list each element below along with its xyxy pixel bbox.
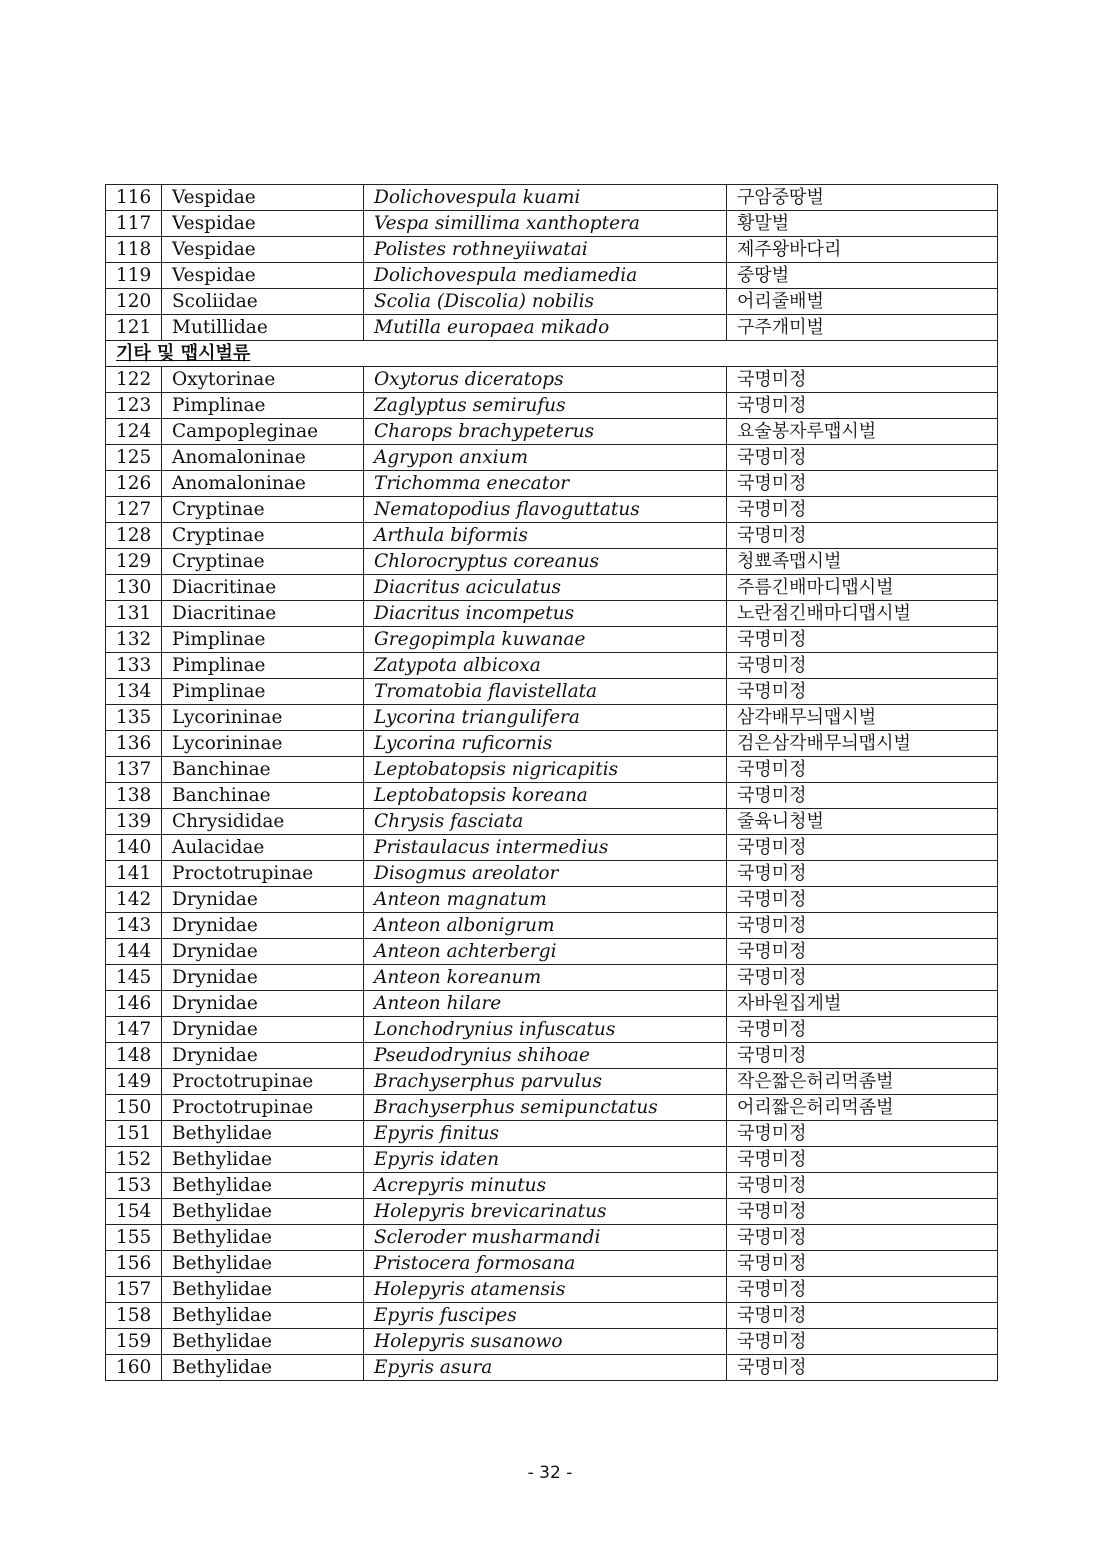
scientific-name: Holepyris brevicarinatus (364, 1199, 727, 1225)
scientific-name: Epyris asura (364, 1355, 727, 1381)
korean-name: 요술봉자루맵시벌 (727, 419, 998, 445)
species-table-container (105, 184, 997, 1378)
family-name: Scoliidae (162, 289, 364, 315)
row-number: 138 (106, 783, 162, 809)
korean-name: 구주개미벌 (727, 315, 998, 341)
row-number: 127 (106, 497, 162, 523)
korean-name: 줄육니청벌 (727, 809, 998, 835)
korean-name: 국명미정 (727, 1303, 998, 1329)
row-number: 144 (106, 939, 162, 965)
scientific-name: Brachyserphus semipunctatus (364, 1095, 727, 1121)
row-number: 156 (106, 1251, 162, 1277)
row-number: 139 (106, 809, 162, 835)
korean-name: 구암중땅벌 (727, 185, 998, 211)
row-number: 159 (106, 1329, 162, 1355)
row-number: 152 (106, 1147, 162, 1173)
table-row (106, 757, 998, 783)
korean-name: 국명미정 (727, 627, 998, 653)
korean-name: 국명미정 (727, 1043, 998, 1069)
table-row (106, 315, 998, 341)
family-name: Pimplinae (162, 627, 364, 653)
family-name: Bethylidae (162, 1225, 364, 1251)
korean-name: 국명미정 (727, 1199, 998, 1225)
korean-name: 국명미정 (727, 887, 998, 913)
korean-name: 국명미정 (727, 1121, 998, 1147)
family-name: Bethylidae (162, 1303, 364, 1329)
family-name: Bethylidae (162, 1173, 364, 1199)
family-name: Bethylidae (162, 1251, 364, 1277)
scientific-name: Acrepyris minutus (364, 1173, 727, 1199)
korean-name: 국명미정 (727, 757, 998, 783)
korean-name: 국명미정 (727, 367, 998, 393)
scientific-name: Leptobatopsis koreana (364, 783, 727, 809)
family-name: Campopleginae (162, 419, 364, 445)
family-name: Bethylidae (162, 1355, 364, 1381)
row-number: 121 (106, 315, 162, 341)
scientific-name: Lonchodrynius infuscatus (364, 1017, 727, 1043)
family-name: Mutillidae (162, 315, 364, 341)
korean-name: 국명미정 (727, 939, 998, 965)
row-number: 132 (106, 627, 162, 653)
family-name: Aulacidae (162, 835, 364, 861)
scientific-name: Holepyris atamensis (364, 1277, 727, 1303)
scientific-name: Gregopimpla kuwanae (364, 627, 727, 653)
scientific-name: Pristocera formosana (364, 1251, 727, 1277)
korean-name: 국명미정 (727, 679, 998, 705)
scientific-name: Epyris finitus (364, 1121, 727, 1147)
table-row (106, 1277, 998, 1303)
korean-name: 국명미정 (727, 1173, 998, 1199)
table-row (106, 991, 998, 1017)
row-number: 143 (106, 913, 162, 939)
family-name: Cryptinae (162, 549, 364, 575)
table-row (106, 627, 998, 653)
family-name: Drynidae (162, 1043, 364, 1069)
page-number: - 32 - (527, 1463, 573, 1483)
korean-name: 국명미정 (727, 471, 998, 497)
row-number: 135 (106, 705, 162, 731)
scientific-name: Chrysis fasciata (364, 809, 727, 835)
table-row (106, 1251, 998, 1277)
family-name: Pimplinae (162, 653, 364, 679)
korean-name: 국명미정 (727, 1277, 998, 1303)
row-number: 126 (106, 471, 162, 497)
korean-name: 국명미정 (727, 653, 998, 679)
table-row (106, 835, 998, 861)
family-name: Diacritinae (162, 601, 364, 627)
row-number: 116 (106, 185, 162, 211)
scientific-name: Brachyserphus parvulus (364, 1069, 727, 1095)
table-section (106, 341, 998, 367)
korean-name: 국명미정 (727, 1355, 998, 1381)
table-row (106, 419, 998, 445)
row-number: 150 (106, 1095, 162, 1121)
table-row (106, 679, 998, 705)
table-row (106, 1199, 998, 1225)
row-number: 140 (106, 835, 162, 861)
row-number: 129 (106, 549, 162, 575)
family-name: Cryptinae (162, 523, 364, 549)
korean-name: 국명미정 (727, 861, 998, 887)
korean-name: 작은짧은허리먹좀벌 (727, 1069, 998, 1095)
korean-name: 국명미정 (727, 445, 998, 471)
table-row (106, 1355, 998, 1381)
scientific-name: Trichomma enecator (364, 471, 727, 497)
family-name: Drynidae (162, 991, 364, 1017)
family-name: Chrysididae (162, 809, 364, 835)
scientific-name: Anteon magnatum (364, 887, 727, 913)
korean-name: 검은삼각배무늬맵시벌 (727, 731, 998, 757)
korean-name: 국명미정 (727, 783, 998, 809)
scientific-name: Nematopodius flavoguttatus (364, 497, 727, 523)
scientific-name: Lycorina triangulifera (364, 705, 727, 731)
korean-name: 제주왕바다리 (727, 237, 998, 263)
table-row (106, 263, 998, 289)
table-row (106, 523, 998, 549)
row-number: 146 (106, 991, 162, 1017)
family-name: Bethylidae (162, 1121, 364, 1147)
row-number: 137 (106, 757, 162, 783)
korean-name: 국명미정 (727, 965, 998, 991)
table-row (106, 1095, 998, 1121)
section-title: 기타 및 맵시벌류 (106, 341, 998, 367)
table-row (106, 783, 998, 809)
row-number: 125 (106, 445, 162, 471)
korean-name: 주름긴배마디맵시벌 (727, 575, 998, 601)
row-number: 124 (106, 419, 162, 445)
row-number: 133 (106, 653, 162, 679)
scientific-name: Agrypon anxium (364, 445, 727, 471)
korean-name: 국명미정 (727, 497, 998, 523)
scientific-name: Lycorina ruficornis (364, 731, 727, 757)
table-row (106, 965, 998, 991)
table-row (106, 1225, 998, 1251)
family-name: Anomaloninae (162, 445, 364, 471)
table-row (106, 237, 998, 263)
scientific-name: Scolia (Discolia) nobilis (364, 289, 727, 315)
family-name: Bethylidae (162, 1329, 364, 1355)
korean-name: 국명미정 (727, 1147, 998, 1173)
row-number: 149 (106, 1069, 162, 1095)
scientific-name: Oxytorus diceratops (364, 367, 727, 393)
family-name: Lycorininae (162, 705, 364, 731)
table-row (106, 887, 998, 913)
section-header-row (106, 341, 998, 367)
row-number: 153 (106, 1173, 162, 1199)
scientific-name: Tromatobia flavistellata (364, 679, 727, 705)
scientific-name: Polistes rothneyiiwatai (364, 237, 727, 263)
family-name: Banchinae (162, 757, 364, 783)
row-number: 151 (106, 1121, 162, 1147)
table-row (106, 289, 998, 315)
family-name: Drynidae (162, 965, 364, 991)
row-number: 120 (106, 289, 162, 315)
scientific-name: Diacritus incompetus (364, 601, 727, 627)
scientific-name: Dolichovespula mediamedia (364, 263, 727, 289)
family-name: Vespidae (162, 185, 364, 211)
table-row (106, 1173, 998, 1199)
scientific-name: Arthula biformis (364, 523, 727, 549)
scientific-name: Dolichovespula kuami (364, 185, 727, 211)
scientific-name: Chlorocryptus coreanus (364, 549, 727, 575)
family-name: Drynidae (162, 939, 364, 965)
korean-name: 국명미정 (727, 1225, 998, 1251)
scientific-name: Anteon achterbergi (364, 939, 727, 965)
table-row (106, 471, 998, 497)
family-name: Drynidae (162, 1017, 364, 1043)
row-number: 158 (106, 1303, 162, 1329)
row-number: 122 (106, 367, 162, 393)
table-row (106, 1017, 998, 1043)
korean-name: 국명미정 (727, 913, 998, 939)
table-row (106, 1329, 998, 1355)
row-number: 142 (106, 887, 162, 913)
scientific-name: Zaglyptus semirufus (364, 393, 727, 419)
row-number: 118 (106, 237, 162, 263)
korean-name: 국명미정 (727, 523, 998, 549)
row-number: 147 (106, 1017, 162, 1043)
table-row (106, 809, 998, 835)
scientific-name: Zatypota albicoxa (364, 653, 727, 679)
korean-name: 삼각배무늬맵시벌 (727, 705, 998, 731)
row-number: 154 (106, 1199, 162, 1225)
scientific-name: Scleroder musharmandi (364, 1225, 727, 1251)
korean-name: 청뾰족맵시벌 (727, 549, 998, 575)
family-name: Drynidae (162, 913, 364, 939)
row-number: 128 (106, 523, 162, 549)
scientific-name: Leptobatopsis nigricapitis (364, 757, 727, 783)
row-number: 145 (106, 965, 162, 991)
scientific-name: Vespa simillima xanthoptera (364, 211, 727, 237)
scientific-name: Epyris fuscipes (364, 1303, 727, 1329)
family-name: Vespidae (162, 211, 364, 237)
korean-name: 노란점긴배마디맵시벌 (727, 601, 998, 627)
table-body-top (106, 185, 998, 341)
table-row (106, 1043, 998, 1069)
korean-name: 황말벌 (727, 211, 998, 237)
table-body-bottom (106, 367, 998, 1381)
family-name: Oxytorinae (162, 367, 364, 393)
table-row (106, 185, 998, 211)
table-row (106, 1069, 998, 1095)
row-number: 148 (106, 1043, 162, 1069)
table-row (106, 211, 998, 237)
family-name: Proctotrupinae (162, 1069, 364, 1095)
row-number: 119 (106, 263, 162, 289)
family-name: Vespidae (162, 237, 364, 263)
scientific-name: Anteon koreanum (364, 965, 727, 991)
family-name: Proctotrupinae (162, 1095, 364, 1121)
family-name: Lycorininae (162, 731, 364, 757)
family-name: Drynidae (162, 887, 364, 913)
scientific-name: Charops brachypeterus (364, 419, 727, 445)
table-row (106, 601, 998, 627)
scientific-name: Anteon hilare (364, 991, 727, 1017)
korean-name: 어리줄배벌 (727, 289, 998, 315)
table-row (106, 445, 998, 471)
family-name: Banchinae (162, 783, 364, 809)
family-name: Bethylidae (162, 1199, 364, 1225)
row-number: 123 (106, 393, 162, 419)
family-name: Vespidae (162, 263, 364, 289)
korean-name: 국명미정 (727, 1251, 998, 1277)
table-row (106, 1303, 998, 1329)
family-name: Proctotrupinae (162, 861, 364, 887)
table-row (106, 497, 998, 523)
table-row (106, 705, 998, 731)
scientific-name: Epyris idaten (364, 1147, 727, 1173)
scientific-name: Holepyris susanowo (364, 1329, 727, 1355)
korean-name: 중땅벌 (727, 263, 998, 289)
scientific-name: Mutilla europaea mikado (364, 315, 727, 341)
korean-name: 국명미정 (727, 393, 998, 419)
scientific-name: Disogmus areolator (364, 861, 727, 887)
family-name: Bethylidae (162, 1277, 364, 1303)
row-number: 117 (106, 211, 162, 237)
scientific-name: Pseudodrynius shihoae (364, 1043, 727, 1069)
species-table (105, 184, 998, 1381)
korean-name: 자바원집게벌 (727, 991, 998, 1017)
row-number: 141 (106, 861, 162, 887)
row-number: 157 (106, 1277, 162, 1303)
row-number: 131 (106, 601, 162, 627)
table-row (106, 653, 998, 679)
table-row (106, 1147, 998, 1173)
row-number: 160 (106, 1355, 162, 1381)
table-left-border-tail (105, 1354, 106, 1366)
row-number: 134 (106, 679, 162, 705)
family-name: Cryptinae (162, 497, 364, 523)
row-number: 130 (106, 575, 162, 601)
korean-name: 국명미정 (727, 1017, 998, 1043)
korean-name: 어리짧은허리먹좀벌 (727, 1095, 998, 1121)
table-row (106, 367, 998, 393)
family-name: Anomaloninae (162, 471, 364, 497)
family-name: Diacritinae (162, 575, 364, 601)
scientific-name: Anteon albonigrum (364, 913, 727, 939)
table-row (106, 913, 998, 939)
korean-name: 국명미정 (727, 835, 998, 861)
table-row (106, 575, 998, 601)
family-name: Bethylidae (162, 1147, 364, 1173)
korean-name: 국명미정 (727, 1329, 998, 1355)
family-name: Pimplinae (162, 679, 364, 705)
table-row (106, 939, 998, 965)
row-number: 155 (106, 1225, 162, 1251)
table-row (106, 1121, 998, 1147)
scientific-name: Pristaulacus intermedius (364, 835, 727, 861)
table-row (106, 549, 998, 575)
scientific-name: Diacritus aciculatus (364, 575, 727, 601)
table-row (106, 861, 998, 887)
row-number: 136 (106, 731, 162, 757)
table-row (106, 731, 998, 757)
family-name: Pimplinae (162, 393, 364, 419)
table-row (106, 393, 998, 419)
